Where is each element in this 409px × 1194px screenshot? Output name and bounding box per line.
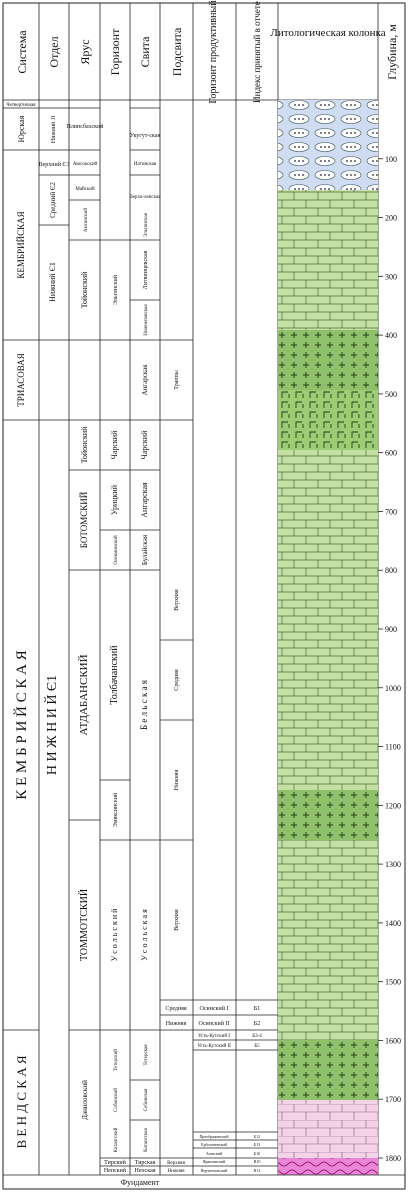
division-lower-cambrian-main: Н И Ж Н И Й Є1	[45, 674, 60, 776]
productive-yaraktinsky: Ярактинский	[202, 1159, 226, 1164]
index-osinsky-1: Б1	[253, 1006, 261, 1012]
suite-nepskaya: Непская	[134, 1168, 156, 1174]
header-horizon: Горизонт	[108, 28, 122, 76]
cambrian-lower-layer	[278, 450, 378, 790]
usolye-layer	[278, 840, 378, 1040]
suite-charsky: Чарский	[140, 430, 149, 460]
subsuite-upper-usolskaya: Верхняя	[174, 909, 180, 931]
salt-layer-2	[278, 790, 378, 840]
suite-sobinskaya: Собинская	[144, 1088, 149, 1112]
depth-tick-label: 300	[385, 272, 397, 282]
stage-ayusokkan: Аюсокский	[72, 162, 98, 167]
horizon-katangsky: Катангский	[114, 1127, 119, 1153]
cambrian-upper-layer	[278, 190, 378, 330]
suite-ukugut: Укугут-ская	[129, 133, 161, 139]
horizon-tetersky: Тетерский	[114, 1049, 119, 1071]
depth-tick-label: 200	[385, 213, 397, 223]
subsuite-upper-nepskaya: Верхняя	[167, 1161, 185, 1166]
suite-usolskaya: У с о л ь с к а я	[140, 909, 149, 961]
index-preobrazhensky: Б12	[253, 1134, 261, 1139]
productive-ust-kut-1: Усть-Кутский I	[198, 1034, 230, 1039]
index-erbogachensky: Б13	[253, 1142, 261, 1147]
header-lithology: Литологическая колонка	[270, 27, 386, 39]
depth-tick-label: 1000	[385, 683, 401, 693]
suite-ilginskaya: Илгинская	[133, 162, 157, 167]
jurassic-layer	[278, 100, 378, 190]
header-depth: Глубина, м	[385, 24, 399, 80]
suite-nizhnepanskaya: Нижнепанская	[144, 304, 149, 336]
suite-belskaya: Б е л ь с к а я	[139, 679, 149, 731]
stage-toyon-top: Тойонский	[80, 271, 89, 309]
vendian-layer	[278, 1100, 378, 1158]
horizon-olekminsky: Олекминский	[114, 535, 119, 565]
suite-katangskaya: Катангская	[144, 1128, 149, 1152]
system-cambrian-top: КЕМБРИЙСКАЯ	[16, 211, 26, 279]
subsuite-lower-usolskaya: Нижняя	[165, 1021, 187, 1027]
subsuite-trapps: Траппы	[174, 370, 180, 390]
stage-toyon: Тойонский	[80, 426, 89, 464]
depth-tick-label: 600	[385, 448, 397, 458]
stage-atdabansky: АТДАБАНСКИЙ	[78, 654, 90, 736]
horizon-elgyan: Эльгянский	[113, 275, 119, 305]
depth-tick-label: 700	[385, 507, 397, 517]
horizon-tolbachansky: Толбачанский	[109, 645, 120, 705]
stage-tommotsky: ТОММОТСКИЙ	[79, 888, 90, 962]
depth-tick-label: 1800	[385, 1154, 401, 1163]
suite-teterskaya: Тетерская	[144, 1044, 149, 1066]
productive-preobrazhensky: Преображенский	[199, 1134, 229, 1139]
header-subsuite: Подсвита	[170, 27, 184, 77]
horizon-usolsky: У с о л ь с к и й	[110, 908, 119, 962]
depth-tick-label: 1200	[385, 801, 401, 811]
productive-atovsky: Атовский	[205, 1151, 223, 1156]
horizon-sobinsky: Собинский	[114, 1088, 119, 1112]
horizon-uritsky: Урицкий	[110, 485, 119, 515]
header-productive-horizon: Горизонт продуктивный	[208, 0, 219, 104]
depth-tick-label: 1700	[385, 1095, 401, 1105]
subsuite-upper-belskaya: Верхняя	[174, 589, 180, 611]
division-lower-cambrian-top: Нижний Є1	[48, 262, 57, 302]
index-yaraktinsky: В10	[253, 1159, 261, 1164]
horizon-nepsky: Непский	[103, 1168, 127, 1174]
depth-tick-label: 1100	[385, 742, 401, 752]
productive-erbogachensky: Ербогаченский	[201, 1142, 227, 1147]
suite-tirskaya: Тирская	[134, 1160, 156, 1166]
system-triassic: ТРИАСОВАЯ	[16, 353, 26, 407]
stage-pliensbach: Плинсбахский	[66, 124, 104, 130]
productive-verkhnechonsky: Верхнечонский	[200, 1168, 228, 1173]
subsuite-lower-belskaya: Нижняя	[174, 769, 180, 791]
suite-elgyanskaya: Эльгянская	[144, 212, 149, 238]
suite-litvintsevskaya: Литвинцевская	[143, 250, 149, 290]
division-upper-cambrian: Верхний Є3	[38, 162, 70, 168]
suite-angarskaya-top: Ангарская	[141, 364, 149, 396]
salt-layer-1	[278, 330, 378, 390]
header-stage: Ярус	[78, 39, 92, 65]
system-quaternary: Четвертичная	[6, 103, 36, 108]
index-ust-kut-2: Б5	[254, 1044, 260, 1049]
header-suite: Свита	[138, 36, 152, 68]
horizon-tirsky: Тирский	[104, 1160, 126, 1166]
productive-osinsky-1: Осинский I	[199, 1006, 229, 1012]
system-jurassic: Юрская	[17, 115, 26, 143]
productive-osinsky-2: Осинский II	[198, 1021, 230, 1027]
index-osinsky-2: Б2	[253, 1021, 261, 1027]
stage-maysky: Майский	[75, 187, 95, 192]
division-lower-jurassic: Нижний J1	[51, 114, 57, 144]
system-vendian: В Е Н Д С К А Я	[14, 1055, 29, 1149]
system-cambrian-main: К Е М Б Р И Й С К А Я	[14, 650, 30, 800]
suite-angarskaya: Ангарская	[140, 482, 149, 518]
depth-tick-label: 800	[385, 566, 397, 576]
division-middle-cambrian: Средний Є2	[49, 182, 57, 218]
index-ust-kut-1: Б3-4	[252, 1034, 262, 1039]
footer-foundation: Фундамент	[120, 1178, 160, 1187]
horizon-emyaksinsky: Эмяксинский	[113, 792, 119, 828]
foundation-layer	[278, 1158, 378, 1175]
salt-layer-3	[278, 1040, 378, 1100]
horizon-charsky: Чарский	[110, 430, 119, 460]
stage-danilovsky: Даниловский	[81, 1080, 89, 1120]
productive-ust-kut-2: Усть-Кутский II	[197, 1044, 231, 1049]
subsuite-middle-belskaya: Средняя	[174, 669, 180, 691]
index-verkhnechonsky: В13	[253, 1168, 261, 1173]
depth-tick-label: 900	[385, 625, 397, 634]
depth-tick-label: 100	[385, 154, 397, 164]
depth-tick-label: 1500	[385, 977, 401, 987]
suite-bulayskaya: Булайская	[141, 534, 149, 566]
subsuite-middle-usolskaya: Средняя	[165, 1006, 187, 1012]
depth-tick-label: 1400	[385, 918, 401, 928]
depth-tick-label: 500	[385, 389, 397, 399]
suite-verkholenskaya: Верхо-ленская	[129, 195, 161, 200]
trap-layer	[278, 390, 378, 450]
subsuite-lower-nepskaya: Нижняя	[167, 1169, 185, 1174]
depth-tick-label: 400	[385, 331, 397, 341]
index-atovsky: Б10	[253, 1151, 261, 1156]
lithology-column	[278, 100, 378, 1175]
depth-tick-label: 1600	[385, 1036, 401, 1046]
header-division: Отдел	[47, 36, 61, 68]
stage-amginsky: Амгинский	[84, 207, 89, 233]
header-system: Система	[15, 30, 29, 74]
depth-tick-label: 1300	[385, 860, 401, 870]
stage-botomsky: БОТОМСКИЙ	[79, 491, 89, 549]
header-index: Индекс принятый в отчете	[252, 1, 262, 103]
